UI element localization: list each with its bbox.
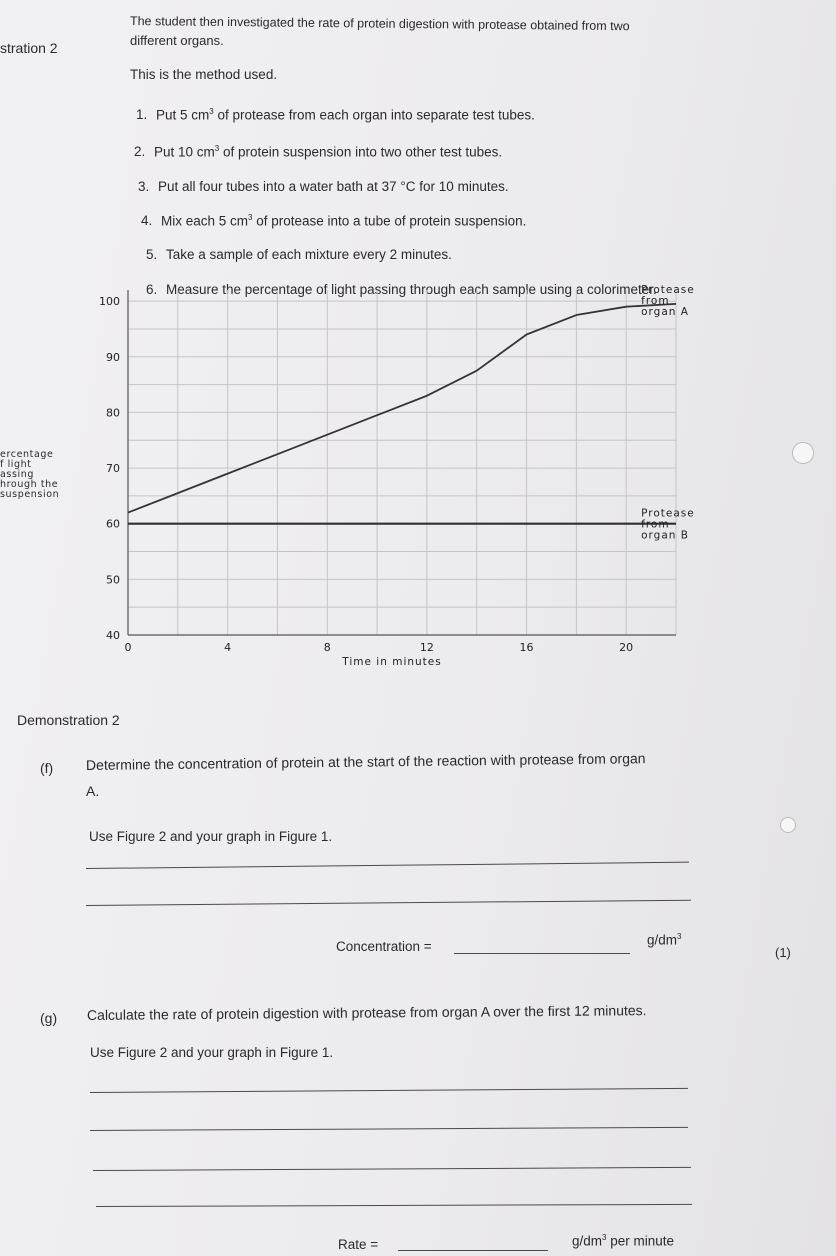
question-g-hint: Use Figure 2 and your graph in Figure 1. xyxy=(90,1045,334,1060)
y-tick-label: 90 xyxy=(106,350,120,364)
x-tick-label: 8 xyxy=(323,641,331,654)
method-intro: This is the method used. xyxy=(130,67,278,82)
y-tick-label: 50 xyxy=(106,573,120,587)
concentration-unit: $g/dm^3$ xyxy=(647,932,682,948)
marks-label: (1) xyxy=(775,945,791,960)
rate-label: Rate = xyxy=(338,1237,379,1252)
marks-circle xyxy=(780,817,796,833)
rate-answer-field[interactable] xyxy=(398,1250,548,1251)
ylabel-line: hrough the xyxy=(0,479,59,490)
method-step-text: Put 10 $cm^3$ of protein suspension into two other test tubes. xyxy=(154,144,503,160)
ylabel-line: f light xyxy=(0,459,32,470)
y-tick-label: 100 xyxy=(99,295,120,309)
intro-line-1: The student then investigated the rate of protein digestion with protease obtained from two xyxy=(129,14,630,34)
chart-ylabel xyxy=(0,450,59,500)
y-tick-label: 80 xyxy=(106,406,120,420)
series-label: from xyxy=(641,518,670,531)
method-step-text: Take a sample of each mixture every 2 minutes. xyxy=(166,247,452,262)
series-label: Protease xyxy=(641,507,695,520)
ylabel-line: assing xyxy=(0,469,35,480)
concentration-answer-field[interactable] xyxy=(454,953,630,954)
question-f-hint: Use Figure 2 and your graph in Figure 1. xyxy=(89,829,333,844)
answer-line[interactable] xyxy=(90,1088,688,1093)
ylabel-line: suspension xyxy=(0,489,60,500)
x-tick-label: 16 xyxy=(519,641,534,654)
series-label: from xyxy=(641,294,670,307)
series-label: Protease xyxy=(641,283,695,296)
method-step-text: Measure the percentage of light passing through each sample using a colorimeter. xyxy=(166,282,657,297)
rate-unit: $g/dm^3$ per minute xyxy=(572,1233,675,1249)
y-tick-label: 40 xyxy=(106,629,120,642)
chart-svg xyxy=(0,280,836,680)
answer-line[interactable] xyxy=(96,1204,692,1207)
method-step-number: 5. xyxy=(146,247,158,262)
demo-heading: Demonstration 2 xyxy=(17,712,120,728)
question-g-text: Calculate the rate of protein digestion with protease from organ A over the first 12 minutes. xyxy=(86,1002,647,1023)
ylabel-line: ercentage xyxy=(0,449,54,460)
method-step-number: 4. xyxy=(141,213,153,228)
x-tick-label: 0 xyxy=(124,641,132,654)
x-tick-label: 4 xyxy=(224,641,232,654)
x-axis-label: Time in minutes xyxy=(342,656,442,668)
series-label: organ A xyxy=(641,305,689,318)
question-f-text-line2: A. xyxy=(86,783,100,799)
question-f-text-line1: Determine the concentration of protein at the start of the reaction with protease from organ xyxy=(85,750,646,773)
method-step-number: 2. xyxy=(134,144,146,159)
answer-line[interactable] xyxy=(93,1167,691,1171)
method-step-text: Put all four tubes into a water bath at 37 °C for 10 minutes. xyxy=(158,179,509,194)
method-step-text: Mix each 5 $cm^3$ of protease into a tube of protein suspension. xyxy=(161,213,527,229)
x-tick-label: 12 xyxy=(419,641,434,654)
method-step-number: 1. xyxy=(136,107,148,122)
method-step-text: Put 5 $cm^3$ of protease from each organ into separate test tubes. xyxy=(156,107,535,123)
y-tick-label: 70 xyxy=(106,462,120,476)
method-step-number: 3. xyxy=(138,179,150,194)
concentration-label: Concentration = xyxy=(336,939,432,954)
marks-circle xyxy=(792,442,814,464)
y-tick-label: 60 xyxy=(106,517,120,531)
figure-2-chart xyxy=(0,280,836,680)
x-tick-label: 20 xyxy=(619,641,634,654)
answer-line[interactable] xyxy=(86,900,691,906)
answer-line[interactable] xyxy=(86,862,689,869)
series-line xyxy=(128,304,676,513)
intro-line-2: different organs. xyxy=(130,33,224,48)
question-g-label: (g) xyxy=(40,1010,58,1026)
series-label: organ B xyxy=(641,529,689,542)
answer-line[interactable] xyxy=(90,1127,688,1131)
question-f-label: (f) xyxy=(40,760,54,776)
margin-label: stration 2 xyxy=(0,40,58,56)
method-step-number: 6. xyxy=(146,282,158,297)
